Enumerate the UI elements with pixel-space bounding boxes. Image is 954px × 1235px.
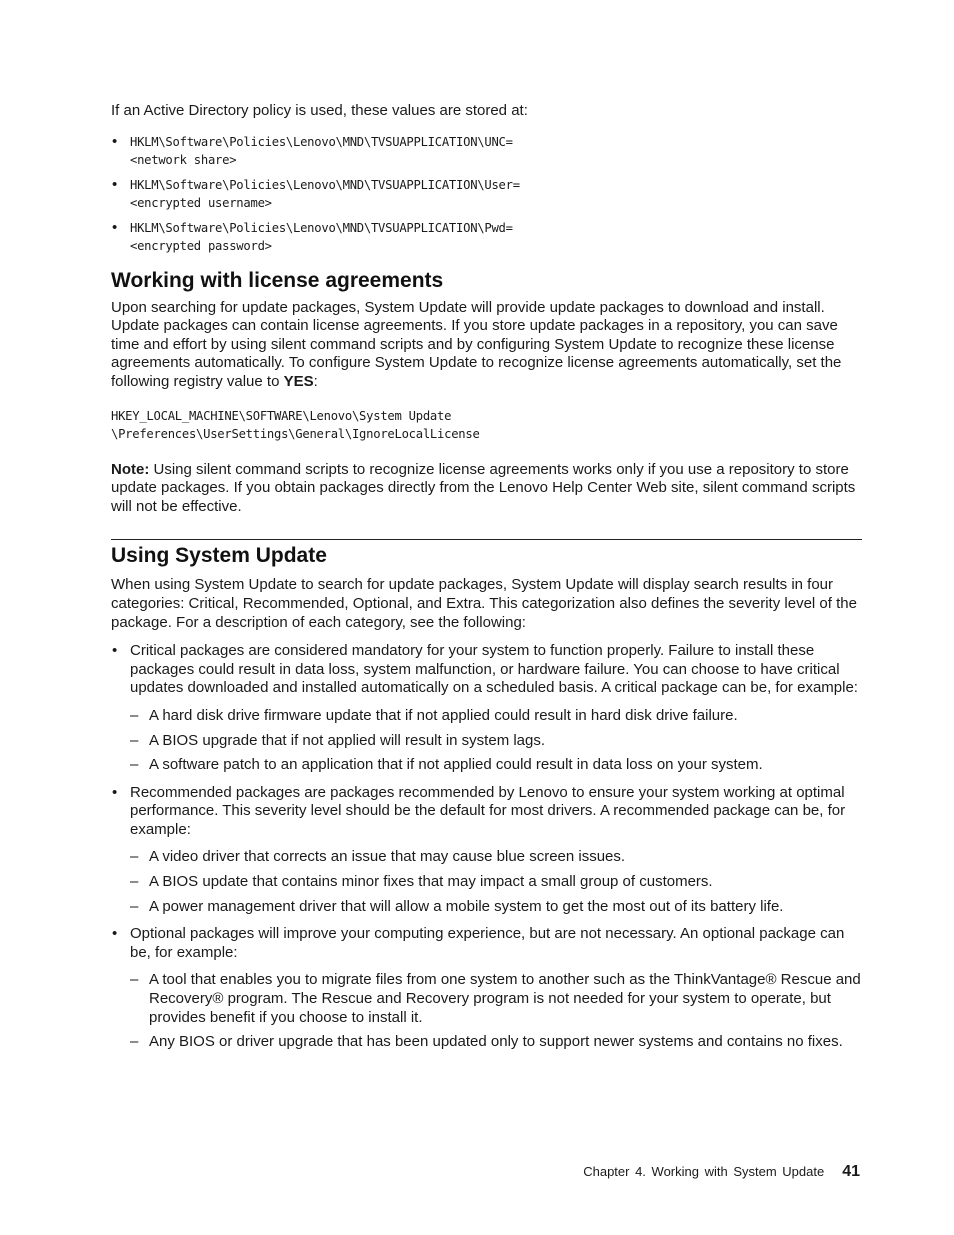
example-text: – A BIOS update that contains minor fixes that may impact a small group of customers.: [149, 873, 713, 891]
using-paragraph: When using System Update to search for update packages, System Update will display search results in four categories: Critical, Recommended, Optional, and Extra. This categorization also defines the severity level of the package. For a description of each category, see the following:: [111, 576, 857, 631]
example-text: – A video driver that corrects an issue that may cause blue screen issues.: [149, 848, 626, 866]
registry-item: [111, 219, 863, 256]
example-item: [130, 1033, 863, 1052]
section-heading-using: Using System Update: [111, 544, 327, 568]
section-divider: [111, 539, 862, 540]
note-text: Using silent command scripts to recognize license agreements works only if you use a repository to store update packages. If you obtain packages directly from the Lenovo Help Center Web site, silent command scripts will not be effective.: [111, 460, 856, 515]
note-label: Note:: [111, 460, 150, 478]
example-item: [130, 873, 863, 892]
example-item: [130, 848, 863, 867]
registry-path: • HKLM\Software\Policies\Lenovo\MND\TVSUAPPLICATION\User=: [130, 177, 520, 192]
registry-item: [111, 133, 863, 170]
example-item: [130, 732, 863, 751]
license-paragraph-text: Upon searching for update packages, System Update will provide update packages to download and install. Update packages can contain license agreements. If you store update packages in a repository, you can save time and effort by using silent command scripts and by configuring System Update to recognize these license agreements automatically. To configure System Update to recognize license agreements automatically, set the following registry value to: [111, 298, 842, 390]
registry-value: <network share>: [130, 153, 237, 168]
category-list: [111, 642, 863, 1052]
example-text: – A BIOS upgrade that if not applied will result in system lags.: [149, 731, 546, 749]
intro-text: If an Active Directory policy is used, these values are stored at:: [111, 102, 528, 119]
license-registry-setting: YES: [283, 372, 314, 390]
example-text: – A tool that enables you to migrate files from one system to another such as the ThinkVantage® Rescue and Recovery® program. The Rescue and Recovery program is not needed for your system to operate, but provides benefit if you choose to install it.: [149, 971, 861, 1026]
example-text: – A software patch to an application that if not applied could result in data loss on your system.: [149, 756, 763, 774]
example-list: [130, 707, 863, 775]
note-paragraph: [111, 461, 863, 517]
registry-path: • HKLM\Software\Policies\Lenovo\MND\TVSUAPPLICATION\Pwd=: [130, 220, 513, 235]
category-item-optional: [111, 925, 863, 1052]
category-item-critical: [111, 642, 863, 775]
example-item: [130, 707, 863, 726]
example-text: – A power management driver that will allow a mobile system to get the most out of its battery life.: [149, 897, 784, 915]
license-registry-key: [111, 407, 863, 444]
example-text: – A hard disk drive firmware update that if not applied could result in hard disk drive failure.: [149, 706, 738, 724]
category-description: • Recommended packages are packages recommended by Lenovo to ensure your system working at optimal performance. This severity level should be the default for most drivers. A recommended package can be, for example:: [130, 783, 846, 838]
document-page: [111, 102, 863, 1061]
section-heading-license: Working with license agreements: [111, 268, 444, 292]
license-paragraph: [111, 299, 863, 392]
example-list: [130, 848, 863, 916]
example-text: – Any BIOS or driver upgrade that has been updated only to support newer systems and contains no fixes.: [149, 1033, 843, 1051]
page-footer: [583, 1163, 860, 1181]
registry-value: <encrypted username>: [130, 196, 272, 211]
category-description: • Optional packages will improve your computing experience, but are not necessary. An optional package can be, for example:: [130, 925, 845, 961]
example-item: [130, 756, 863, 775]
example-list: [130, 971, 863, 1051]
registry-path: • HKLM\Software\Policies\Lenovo\MND\TVSUAPPLICATION\UNC=: [130, 134, 513, 149]
example-item: [130, 971, 863, 1027]
example-item: [130, 898, 863, 917]
page-number: 41: [842, 1163, 860, 1180]
registry-list: [111, 133, 863, 256]
category-item-recommended: [111, 784, 863, 917]
registry-key-line: \Preferences\UserSettings\General\IgnoreLocalLicense: [111, 427, 480, 442]
registry-value: <encrypted password>: [130, 239, 272, 254]
registry-key-line: HKEY_LOCAL_MACHINE\SOFTWARE\Lenovo\System Update: [111, 408, 452, 423]
license-paragraph-colon: :: [313, 372, 318, 390]
registry-item: [111, 176, 863, 213]
category-description: • Critical packages are considered mandatory for your system to function properly. Failure to install these packages could result in data loss, system malfunction, or hardware failure. You can choose to have critical updates downloaded and installed automatically on a scheduled basis. A critical package can be, for example:: [130, 642, 858, 697]
footer-chapter: Chapter 4. Working with System Update: [583, 1164, 825, 1179]
